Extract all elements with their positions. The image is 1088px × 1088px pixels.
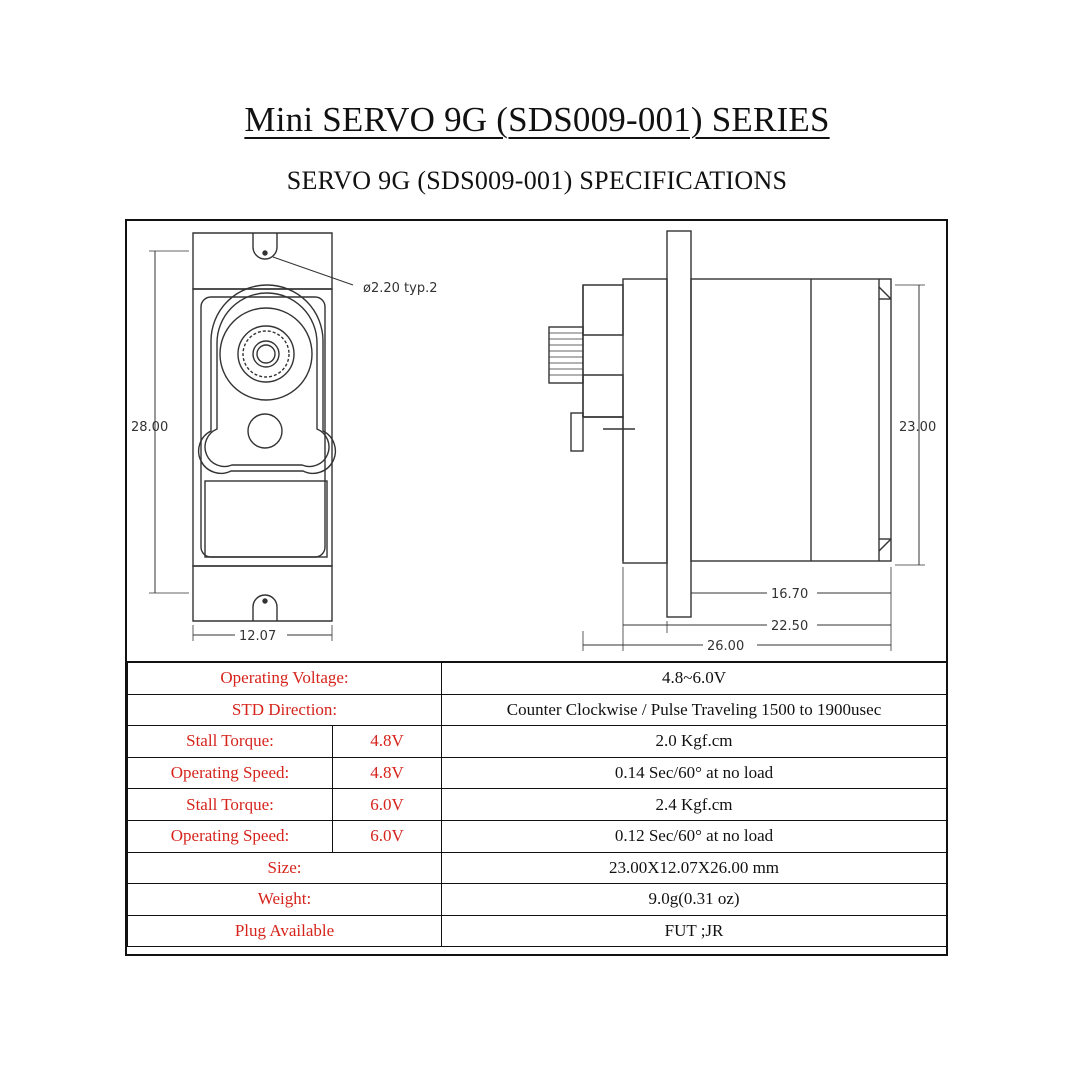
spec-sheet bbox=[125, 219, 948, 956]
spec-value: 0.14 Sec/60° at no load bbox=[442, 757, 947, 789]
width-12-label: 12.07 bbox=[239, 629, 277, 644]
spec-voltage: 6.0V bbox=[333, 820, 442, 852]
spec-label: Weight: bbox=[128, 884, 442, 916]
side-view bbox=[549, 231, 925, 651]
table-row bbox=[128, 726, 947, 758]
spec-voltage: 4.8V bbox=[333, 726, 442, 758]
technical-drawing bbox=[127, 221, 946, 657]
table-row bbox=[128, 852, 947, 884]
spec-label: Stall Torque: bbox=[128, 789, 333, 821]
spec-value: 2.4 Kgf.cm bbox=[442, 789, 947, 821]
table-row bbox=[128, 662, 947, 694]
spec-value: 0.12 Sec/60° at no load bbox=[442, 820, 947, 852]
spec-value: 2.0 Kgf.cm bbox=[442, 726, 947, 758]
dim-26-00-label: 26.00 bbox=[707, 639, 745, 654]
spec-value: FUT ;JR bbox=[442, 915, 947, 947]
spec-voltage: 4.8V bbox=[333, 757, 442, 789]
table-row bbox=[128, 757, 947, 789]
front-view bbox=[149, 233, 353, 641]
table-row bbox=[128, 789, 947, 821]
spec-value: 9.0g(0.31 oz) bbox=[442, 884, 947, 916]
table-row bbox=[128, 694, 947, 726]
table-row bbox=[128, 915, 947, 947]
table-row bbox=[128, 820, 947, 852]
servo-drawing-svg bbox=[127, 221, 946, 657]
page-subtitle: SERVO 9G (SDS009-001) SPECIFICATIONS bbox=[286, 166, 788, 195]
spec-value: 4.8~6.0V bbox=[442, 662, 947, 694]
spec-table bbox=[127, 661, 947, 947]
spec-voltage: 6.0V bbox=[333, 789, 442, 821]
height-28-label: 28.00 bbox=[131, 420, 169, 435]
spec-label: Size: bbox=[128, 852, 442, 884]
spec-label: Operating Voltage: bbox=[128, 662, 442, 694]
spec-label: Operating Speed: bbox=[128, 820, 333, 852]
spec-label: Stall Torque: bbox=[128, 726, 333, 758]
height-23-label: 23.00 bbox=[899, 420, 937, 435]
page-title: Mini SERVO 9G (SDS009-001) SERIES bbox=[244, 100, 830, 139]
spec-value: Counter Clockwise / Pulse Traveling 1500 to 1900usec bbox=[442, 694, 947, 726]
dim-16-70-label: 16.70 bbox=[771, 587, 809, 602]
hole-note-label: ø2.20 typ.2 bbox=[363, 281, 438, 296]
spec-label: Plug Available bbox=[128, 915, 442, 947]
spec-value: 23.00X12.07X26.00 mm bbox=[442, 852, 947, 884]
spec-label: STD Direction: bbox=[128, 694, 442, 726]
dim-22-50-label: 22.50 bbox=[771, 619, 809, 634]
table-row bbox=[128, 884, 947, 916]
spec-label: Operating Speed: bbox=[128, 757, 333, 789]
